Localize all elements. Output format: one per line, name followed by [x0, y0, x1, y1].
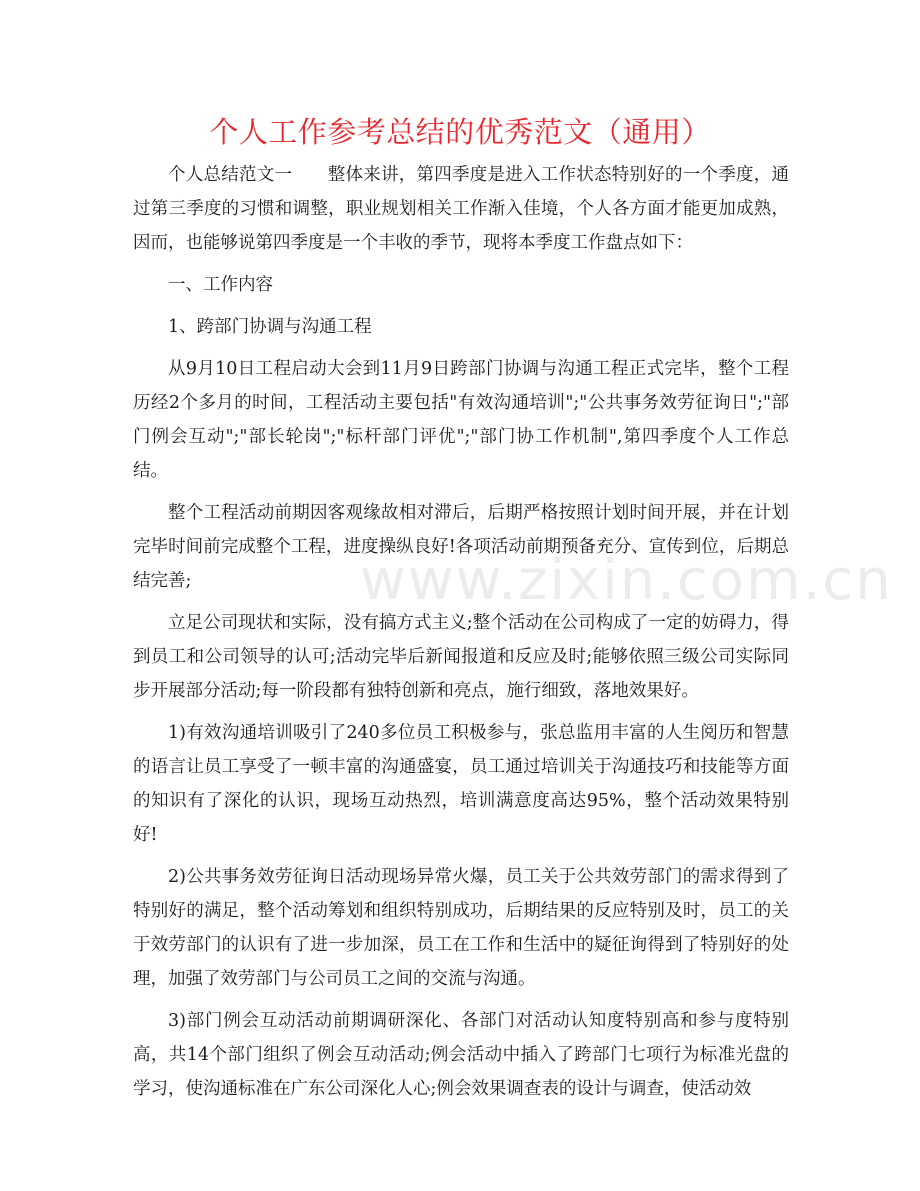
document-body [133, 158, 789, 1114]
paragraph: 2)公共事务效劳征询日活动现场异常火爆，员工关于公共效劳部门的需求得到了特别好的满足，整个活动筹划和组织特别成功，后期结果的反应特别及时，员工的关于效劳部门的认识有了进一步加深，员工在工作和生活中的疑征询得到了特别好的处理，加强了效劳部门与公司员工之间的交流与沟通。 [133, 867, 789, 989]
document-title: 个人工作参考总结的优秀范文（通用） [209, 115, 711, 149]
paragraph: 个人总结范文一 整体来讲，第四季度是进入工作状态特别好的一个季度，通过第三季度的习惯和调整，职业规划相关工作渐入佳境，个人各方面才能更加成熟，因而，也能够说第四季度是一个丰收的季节，现将本季度工作盘点如下： [133, 165, 789, 253]
paragraph: 从9月10日工程启动大会到11月9日跨部门协调与沟通工程正式完毕，整个工程历经2个多月的时间，工程活动主要包括"有效沟通培训";"公共事务效劳征询日";"部门例会互动";"部长轮岗";"标杆部门评优";"部门协工作机制",第四季度个人工作总结。 [133, 359, 789, 481]
watermark: www.zixin.com.cn [360, 548, 893, 613]
section-heading: 一、工作内容 [168, 275, 273, 295]
subsection-heading: 1、跨部门协调与沟通工程 [168, 317, 372, 337]
paragraph: 3)部门例会互动活动前期调研深化、各部门对活动认知度特别高和参与度特别高，共14个部门组织了例会互动活动;例会活动中插入了跨部门七项行为标准光盘的学习，使沟通标准在广东公司深化人心;例会效果调查表的设计与调查，使活动效 [133, 1011, 789, 1099]
paragraph: 1)有效沟通培训吸引了240多位员工积极参与，张总监用丰富的人生阅历和智慧的语言让员工享受了一顿丰富的沟通盛宴，员工通过培训关于沟通技巧和技能等方面的知识有了深化的认识，现场互动热烈，培训满意度高达95%，整个活动效果特别好! [133, 723, 789, 845]
paragraph: 立足公司现状和实际，没有搞方式主义;整个活动在公司构成了一定的妨碍力，得到员工和公司领导的认可;活动完毕后新闻报道和反应及时;能够依照三级公司实际同步开展部分活动;每一阶段都有独特创新和亮点，施行细致，落地效果好。 [133, 613, 789, 701]
paragraph: 整个工程活动前期因客观缘故相对滞后，后期严格按照计划时间开展，并在计划完毕时间前完成整个工程，进度操纵良好!各项活动前期预备充分、宣传到位，后期总结完善; [133, 503, 789, 591]
